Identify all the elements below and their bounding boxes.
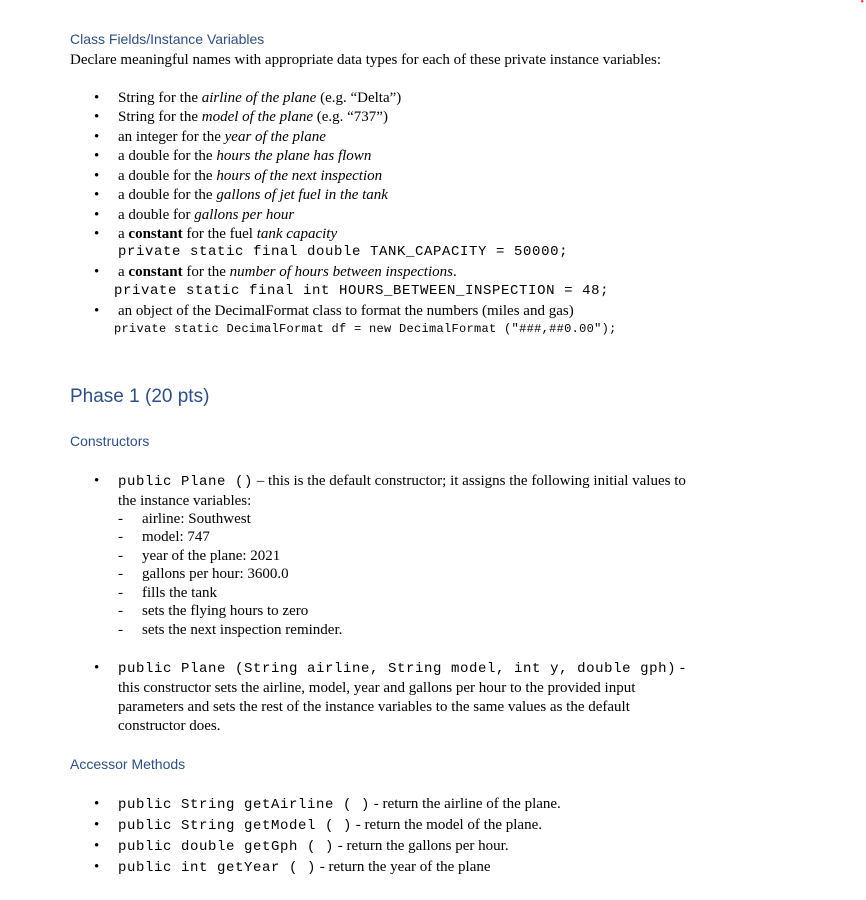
corner-mark: • (860, 0, 864, 8)
bullet-icon: • (94, 303, 100, 319)
fields-intro: Declare meaningful names with appropriate data types for each of these private instance variables: (70, 52, 661, 68)
bullet-icon: • (94, 187, 100, 203)
bullet-icon: • (94, 148, 100, 164)
phase1-title: Phase 1 (20 pts) (70, 386, 210, 407)
bullet-icon: • (94, 226, 100, 242)
method-signature: public double getGph ( ) (118, 839, 335, 855)
bullet-icon: • (94, 817, 100, 833)
decimal-format-code: private static DecimalFormat df = new DecimalFormat ("###,##0.00"); (114, 322, 617, 336)
bullet-icon: • (94, 129, 100, 145)
inspection-hours-code: private static final int HOURS_BETWEEN_INSPECTION = 48; (114, 283, 610, 299)
default-constructor-code: public Plane () (118, 474, 254, 490)
bullet-icon: • (94, 838, 100, 854)
fields-heading: Class Fields/Instance Variables (70, 31, 265, 47)
tank-capacity-code: private static final double TANK_CAPACITY = 50000; (118, 244, 569, 260)
param-constructor-code: public Plane (String airline, String model, int y, double gph) (118, 661, 677, 677)
bullet-icon: • (94, 264, 100, 280)
method-signature: public int getYear ( ) (118, 860, 317, 876)
bullet-icon: • (94, 660, 100, 676)
bullet-icon: • (94, 473, 100, 489)
bullet-icon: • (94, 168, 100, 184)
bullet-icon: • (94, 859, 100, 875)
bullet-icon: • (94, 109, 100, 125)
bullet-icon: • (94, 796, 100, 812)
constructors-heading: Constructors (70, 433, 150, 449)
method-signature: public String getModel ( ) (118, 818, 353, 834)
method-signature: public String getAirline ( ) (118, 797, 371, 813)
bullet-icon: • (94, 90, 100, 106)
accessors-heading: Accessor Methods (70, 756, 186, 772)
bullet-icon: • (94, 207, 100, 223)
